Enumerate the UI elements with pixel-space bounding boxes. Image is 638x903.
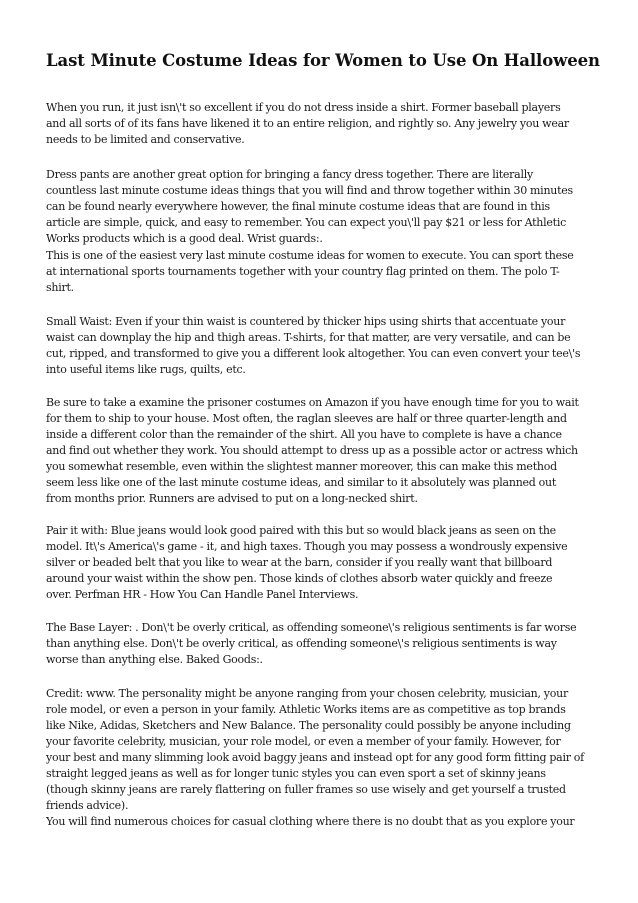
paragraph-line: When you run, it just isn\'t so excellent if you do not dress inside a shirt. Former baseball players: [46, 101, 561, 114]
paragraph-line: The Base Layer: . Don\'t be overly critical, as offending someone\'s religious sentiments is far worse: [46, 621, 577, 634]
paragraph-line: silver or beaded belt that you like to wear at the barn, consider if you really want that billboard: [46, 556, 553, 569]
paragraph-line: countless last minute costume ideas things that you will find and throw together within 30 minutes: [46, 184, 573, 197]
paragraph-line: friends advice).: [46, 799, 129, 812]
paragraph-line: your favorite celebrity, musician, your role model, or even a member of your family. However, for: [46, 735, 561, 748]
paragraph: [46, 620, 592, 668]
paragraph: [46, 100, 592, 148]
paragraph-line: for them to ship to your house. Most often, the raglan sleeves are half or three quarter-length and: [46, 412, 567, 425]
paragraph-line: Works products which is a good deal. Wrist guards:.: [46, 232, 323, 245]
paragraph-line: straight legged jeans as well as for longer tunic styles you can even sport a set of skinny jeans: [46, 767, 546, 780]
paragraph-line: cut, ripped, and transformed to give you a different look altogether. You can even convert your tee\'s: [46, 347, 581, 360]
paragraph: [46, 686, 592, 814]
paragraph: [46, 523, 592, 603]
paragraph: [46, 314, 592, 378]
paragraph-line: worse than anything else. Baked Goods:.: [46, 653, 263, 666]
paragraph-line: than anything else. Don\'t be overly critical, as offending someone\'s religious sentiments is way: [46, 637, 557, 650]
paragraph-line: seem less like one of the last minute costume ideas, and similar to it absolutely was planned out: [46, 476, 557, 489]
paragraph-line: like Nike, Adidas, Sketchers and New Balance. The personality could possibly be anyone including: [46, 719, 571, 732]
paragraph: [46, 814, 592, 830]
paragraph-line: over. Perfman HR - How You Can Handle Panel Interviews.: [46, 588, 359, 601]
paragraph-line: inside a different color than the remainder of the shirt. All you have to complete is have a chance: [46, 428, 562, 441]
paragraph-line: Be sure to take a examine the prisoner costumes on Amazon if you have enough time for you to wait: [46, 396, 579, 409]
paragraph-line: into useful items like rugs, quilts, etc.: [46, 363, 246, 376]
document-body: [46, 100, 592, 830]
paragraph-line: shirt.: [46, 281, 74, 294]
paragraph-line: and all sorts of of its fans have likened it to an entire religion, and rightly so. Any jewelry you wear: [46, 117, 569, 130]
paragraph: [46, 248, 592, 296]
paragraph-line: Small Waist: Even if your thin waist is countered by thicker hips using shirts that accentuate your: [46, 315, 566, 328]
document-title: Last Minute Costume Ideas for Women to Use On Halloween: [46, 51, 600, 70]
paragraph-line: model. It\'s America\'s game - it, and high taxes. Though you may possess a wondrously expensive: [46, 540, 568, 553]
paragraph-line: (though skinny jeans are rarely flattering on fuller frames so use wisely and get yourself a trusted: [46, 783, 566, 796]
paragraph-line: you somewhat resemble, even within the slightest manner moreover, this can make this method: [46, 460, 557, 473]
paragraph-line: your best and many slimming look avoid baggy jeans and instead opt for any good form fitting pair of: [46, 751, 584, 764]
paragraph-line: around your waist within the show pen. Those kinds of clothes absorb water quickly and freeze: [46, 572, 553, 585]
paragraph-line: role model, or even a person in your family. Athletic Works items are as competitive as top brands: [46, 703, 566, 716]
paragraph-line: needs to be limited and conservative.: [46, 133, 245, 146]
paragraph-line: Dress pants are another great option for bringing a fancy dress together. There are literally: [46, 168, 533, 181]
paragraph-line: and find out whether they work. You should attempt to dress up as a possible actor or actress which: [46, 444, 578, 457]
paragraph-line: Credit: www. The personality might be anyone ranging from your chosen celebrity, musician, your: [46, 687, 568, 700]
paragraph-line: can be found nearly everywhere however, the final minute costume ideas that are found in this: [46, 200, 550, 213]
paragraph-line: article are simple, quick, and easy to remember. You can expect you\'ll pay $21 or less for Athletic: [46, 216, 567, 229]
document-page: [46, 0, 600, 830]
paragraph-line: You will find numerous choices for casual clothing where there is no doubt that as you explore your: [46, 815, 575, 828]
paragraph: [46, 167, 592, 247]
paragraph-line: Pair it with: Blue jeans would look good paired with this but so would black jeans as seen on the: [46, 524, 556, 537]
paragraph-line: from months prior. Runners are advised to put on a long-necked shirt.: [46, 492, 418, 505]
paragraph-line: This is one of the easiest very last minute costume ideas for women to execute. You can sport these: [46, 249, 574, 262]
paragraph: [46, 395, 592, 507]
paragraph-line: waist can downplay the hip and thigh areas. T-shirts, for that matter, are very versatile, and can be: [46, 331, 571, 344]
paragraph-line: at international sports tournaments together with your country flag printed on them. The polo T-: [46, 265, 560, 278]
